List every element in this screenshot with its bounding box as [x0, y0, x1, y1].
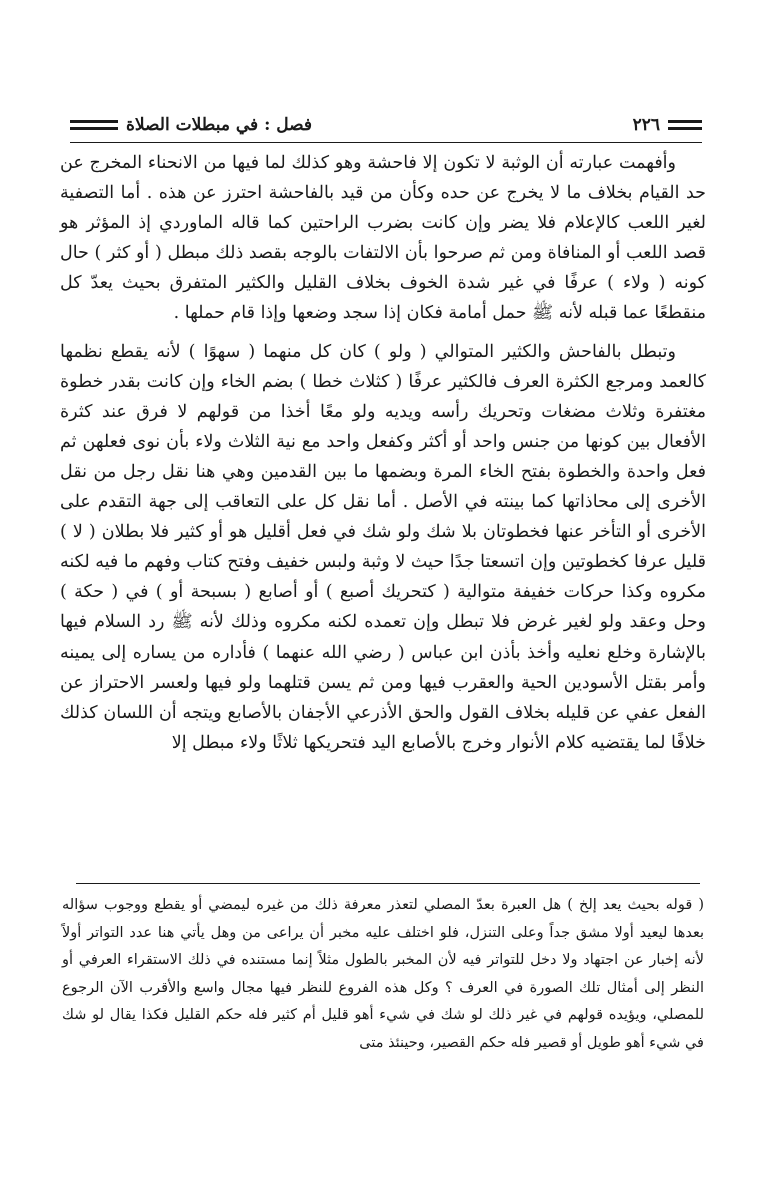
- footnote-text: ( قوله بحيث يعد إلخ ) هل العبرة بعدّ المصلي لتعذر معرفة ذلك من غيره ليمضي أو يقطع ووجوب سؤاله بعدها ليعيد أولا مشق جداً وعلى التنزل، فلو اختلف عليه مخبر أن يراعى من وهل يأتي هنا عدد التواتر أولاً لأنه إخبار عن اجتهاد ولا دخل للتواتر فيه لأن المخبر بالطول مثلاً إنما مستنده في ذلك الاستقراء العرفي أو النظر إلى أمثال تلك الصورة في العرف ؟ وكل هذه الفروع للنظر فيها مجال واسع والأقرب الآن الرجوع للمصلي، ويؤيده قولهم في غير ذلك لو شك في شيء أهو قليل أم كثير فله حكم القليل فكذا يقال لو شك في شيء أهو طويل أو قصير فله حكم القصير، وحينئذ متى: [62, 897, 704, 1051]
- page-number: ٢٢٦: [632, 115, 660, 135]
- running-header: [70, 108, 702, 142]
- header-divider: [70, 142, 702, 143]
- header-ornament-rule-left: [70, 120, 118, 130]
- header-title-group: [70, 115, 312, 135]
- footnote-divider: [76, 883, 700, 884]
- footnote-block: [62, 892, 704, 1057]
- body-paragraph: وتبطل بالفاحش والكثير المتوالي ( ولو ) كان كل منهما ( سهوًا ) لأنه يقطع نظمها كالعمد ومرجع الكثرة العرف فالكثير عرفًا ( كثلاث خطا ) بضم الخاء وإن كانت بقدر خطوة مغتفرة وثلاث مضغات وتحريك رأسه ويديه ولو معًا أخذا من قولهم لا فرق عند كثرة الأفعال بين كونها من جنس واحد أو أكثر وكفعل واحد مع نية الثلاث ولاء بأن نوى فعلهن ثم فعل واحدة والخطوة بفتح الخاء المرة وبضمها ما بين القدمين وهي هنا نقل رجل من نقل الأخرى إلى محاذاتها كما بينته في الأصل . أما نقل كل على التعاقب إلى جهة التقدم على الأخرى أو التأخر عنها فخطوتان بلا شك ولو شك في فعل أقليل هو أو كثير فلا بطلان ( لا ) قليل عرفا كخطوتين وإن اتسعتا جدًا حيث لا وثبة ولبس خفيف وفتح كتاب وفهم ما فيه لكنه مكروه وكذا حركات خفيفة متوالية ( كتحريك أصبع ) أو أصابع ( بسبحة أو ) في ( حكة ) وحل وعقد ولو لغير غرض فلا تبطل وإن تعمده لكنه مكروه وذلك لأنه ﷺ رد السلام فيها بالإشارة وخلع نعليه وأخذ بأذن ابن عباس ( رضي الله عنهما ) فأداره من يساره إلى يمينه وأمر بقتل الأسودين الحية والعقرب فيها ومن ثم يسن قتلهما ولو فيها ولعسر الاحتراز عن الفعل عفي عن قليله بخلاف القول والحق الأذرعي الأجفان بالأصابع ويتجه أن اللسان كذلك خلافًا لما يقتضيه كلام الأنوار وخرج بالأصابع اليد فتحريكها ثلاثًا ولاء مبطل إلا: [60, 341, 706, 753]
- header-ornament-rule: [668, 120, 702, 130]
- body-paragraph: وأفهمت عبارته أن الوثبة لا تكون إلا فاحشة وهو كذلك لما فيها من الانحناء المخرج عن حد القيام بخلاف ما لا يخرج عن حده وكأن من قيد بالفاحشة احترز عن هذه . أما التصفية لغير اللعب كالإعلام فلا يضر وإن كانت بضرب الراحتين كما قاله الماوردي إذ المؤثر هو قصد اللعب أو المنافاة ومن ثم صرحوا بأن الالتفات بالوجه بقصد ذلك مبطل ( أو كثر ) حال كونه ( ولاء ) عرفًا في غير شدة الخوف بخلاف القليل والكثير المتفرق بحيث يعدّ كل منقطعًا عما قبله لأنه ﷺ حمل أمامة فكان إذا سجد وضعها وإذا قام حملها .: [60, 153, 706, 324]
- main-text-block: [60, 148, 706, 758]
- chapter-title: فصل : في مبطلات الصلاة: [126, 115, 313, 135]
- header-page-number-group: [633, 115, 702, 135]
